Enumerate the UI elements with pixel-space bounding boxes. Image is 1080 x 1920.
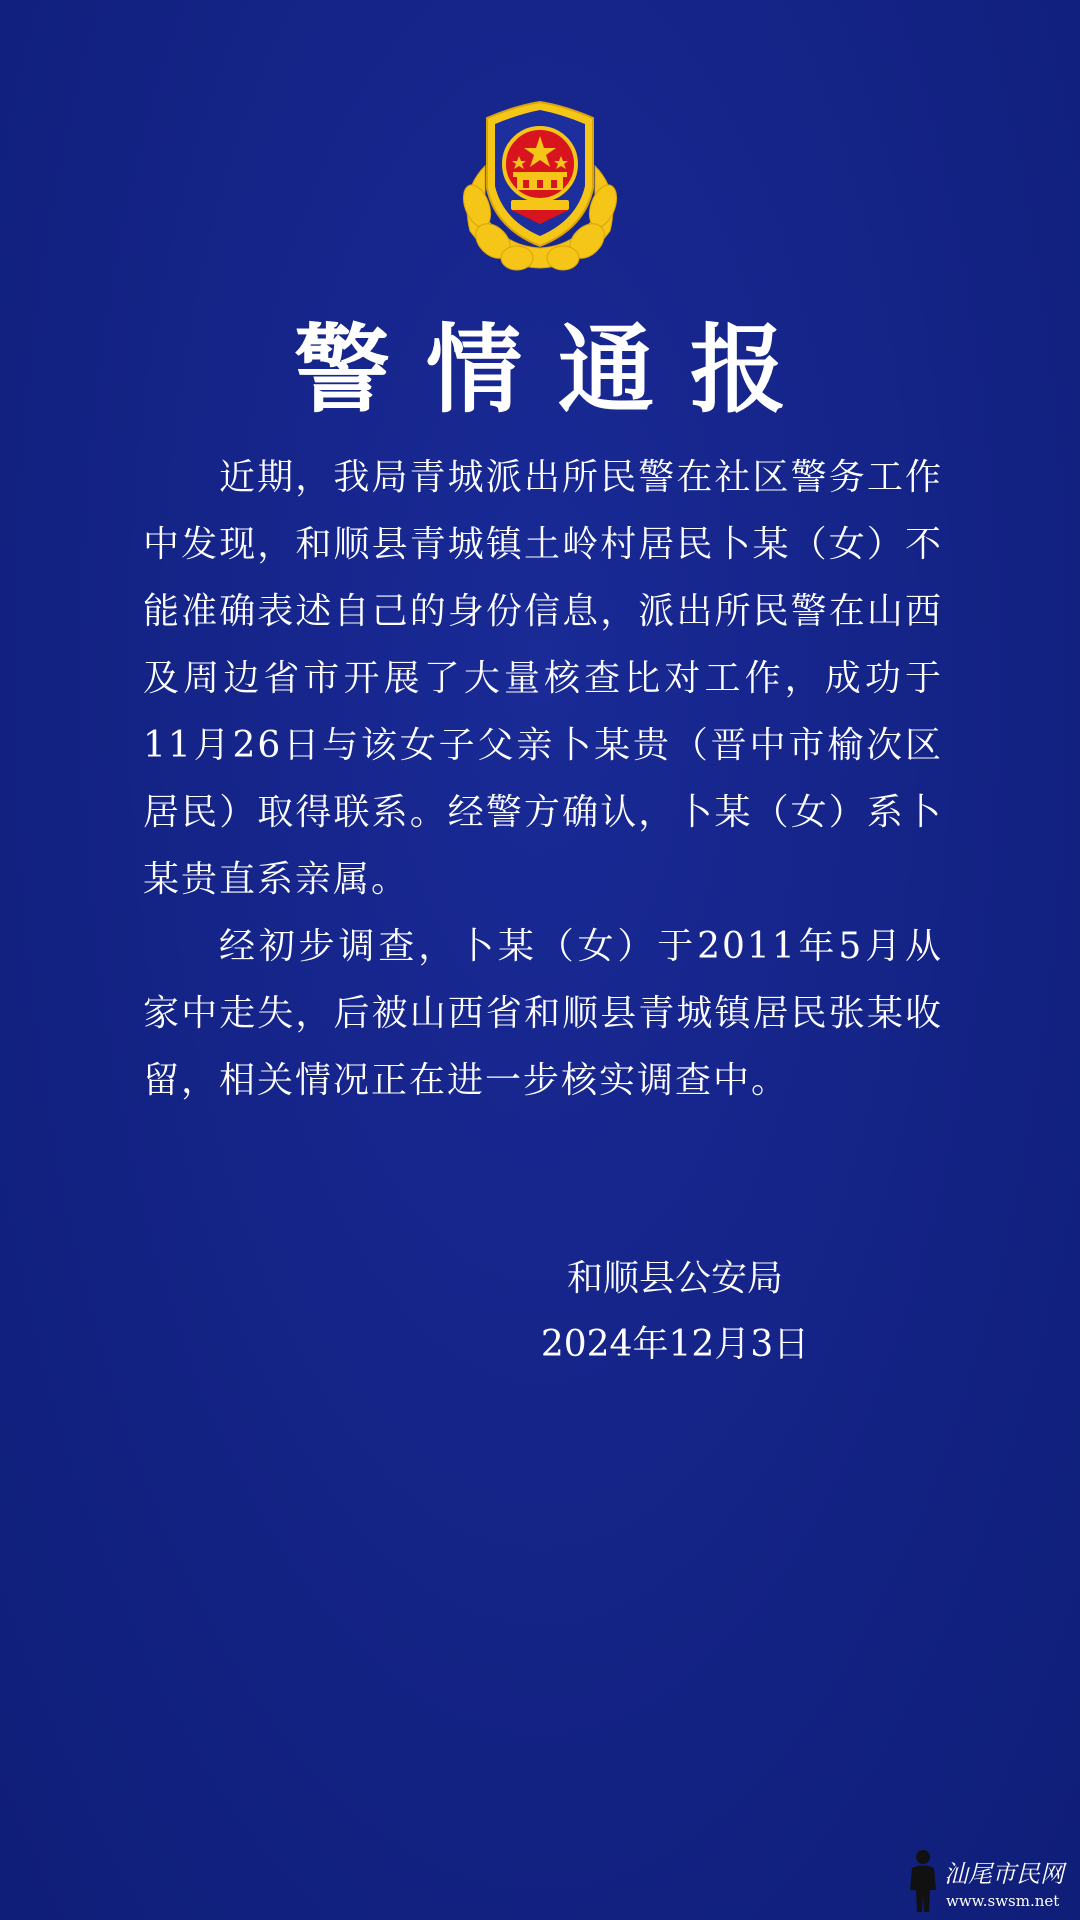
watermark-url: www.swsm.net <box>946 1892 1060 1910</box>
signature-block <box>500 1246 850 1378</box>
watermark-name: 汕尾市民网 <box>944 1860 1064 1888</box>
notice-paragraph: 近期，我局青城派出所民警在社区警务工作中发现，和顺县青城镇土岭村居民卜某（女）不能准确表述自己的身份信息，派出所民警在山西及周边省市开展了大量核查比对工作，成功于11月26日与该女子父亲卜某贵（晋中市榆次区居民）取得联系。经警方确认，卜某（女）系卜某贵直系亲属。 <box>143 457 943 900</box>
notice-body <box>143 444 943 1114</box>
notice-title: 警情通报 <box>294 314 822 426</box>
notice-paragraph: 经初步调查，卜某（女）于2011年5月从家中走失，后被山西省和顺县青城镇居民张某收留，相关情况正在进一步核实调查中。 <box>143 926 943 1101</box>
person-silhouette-icon <box>906 1848 940 1914</box>
issue-date: 2024年12月3日 <box>540 1324 810 1365</box>
issuer-name: 和顺县公安局 <box>566 1258 783 1299</box>
police-emblem-icon <box>455 96 625 272</box>
watermark <box>906 1846 1074 1916</box>
